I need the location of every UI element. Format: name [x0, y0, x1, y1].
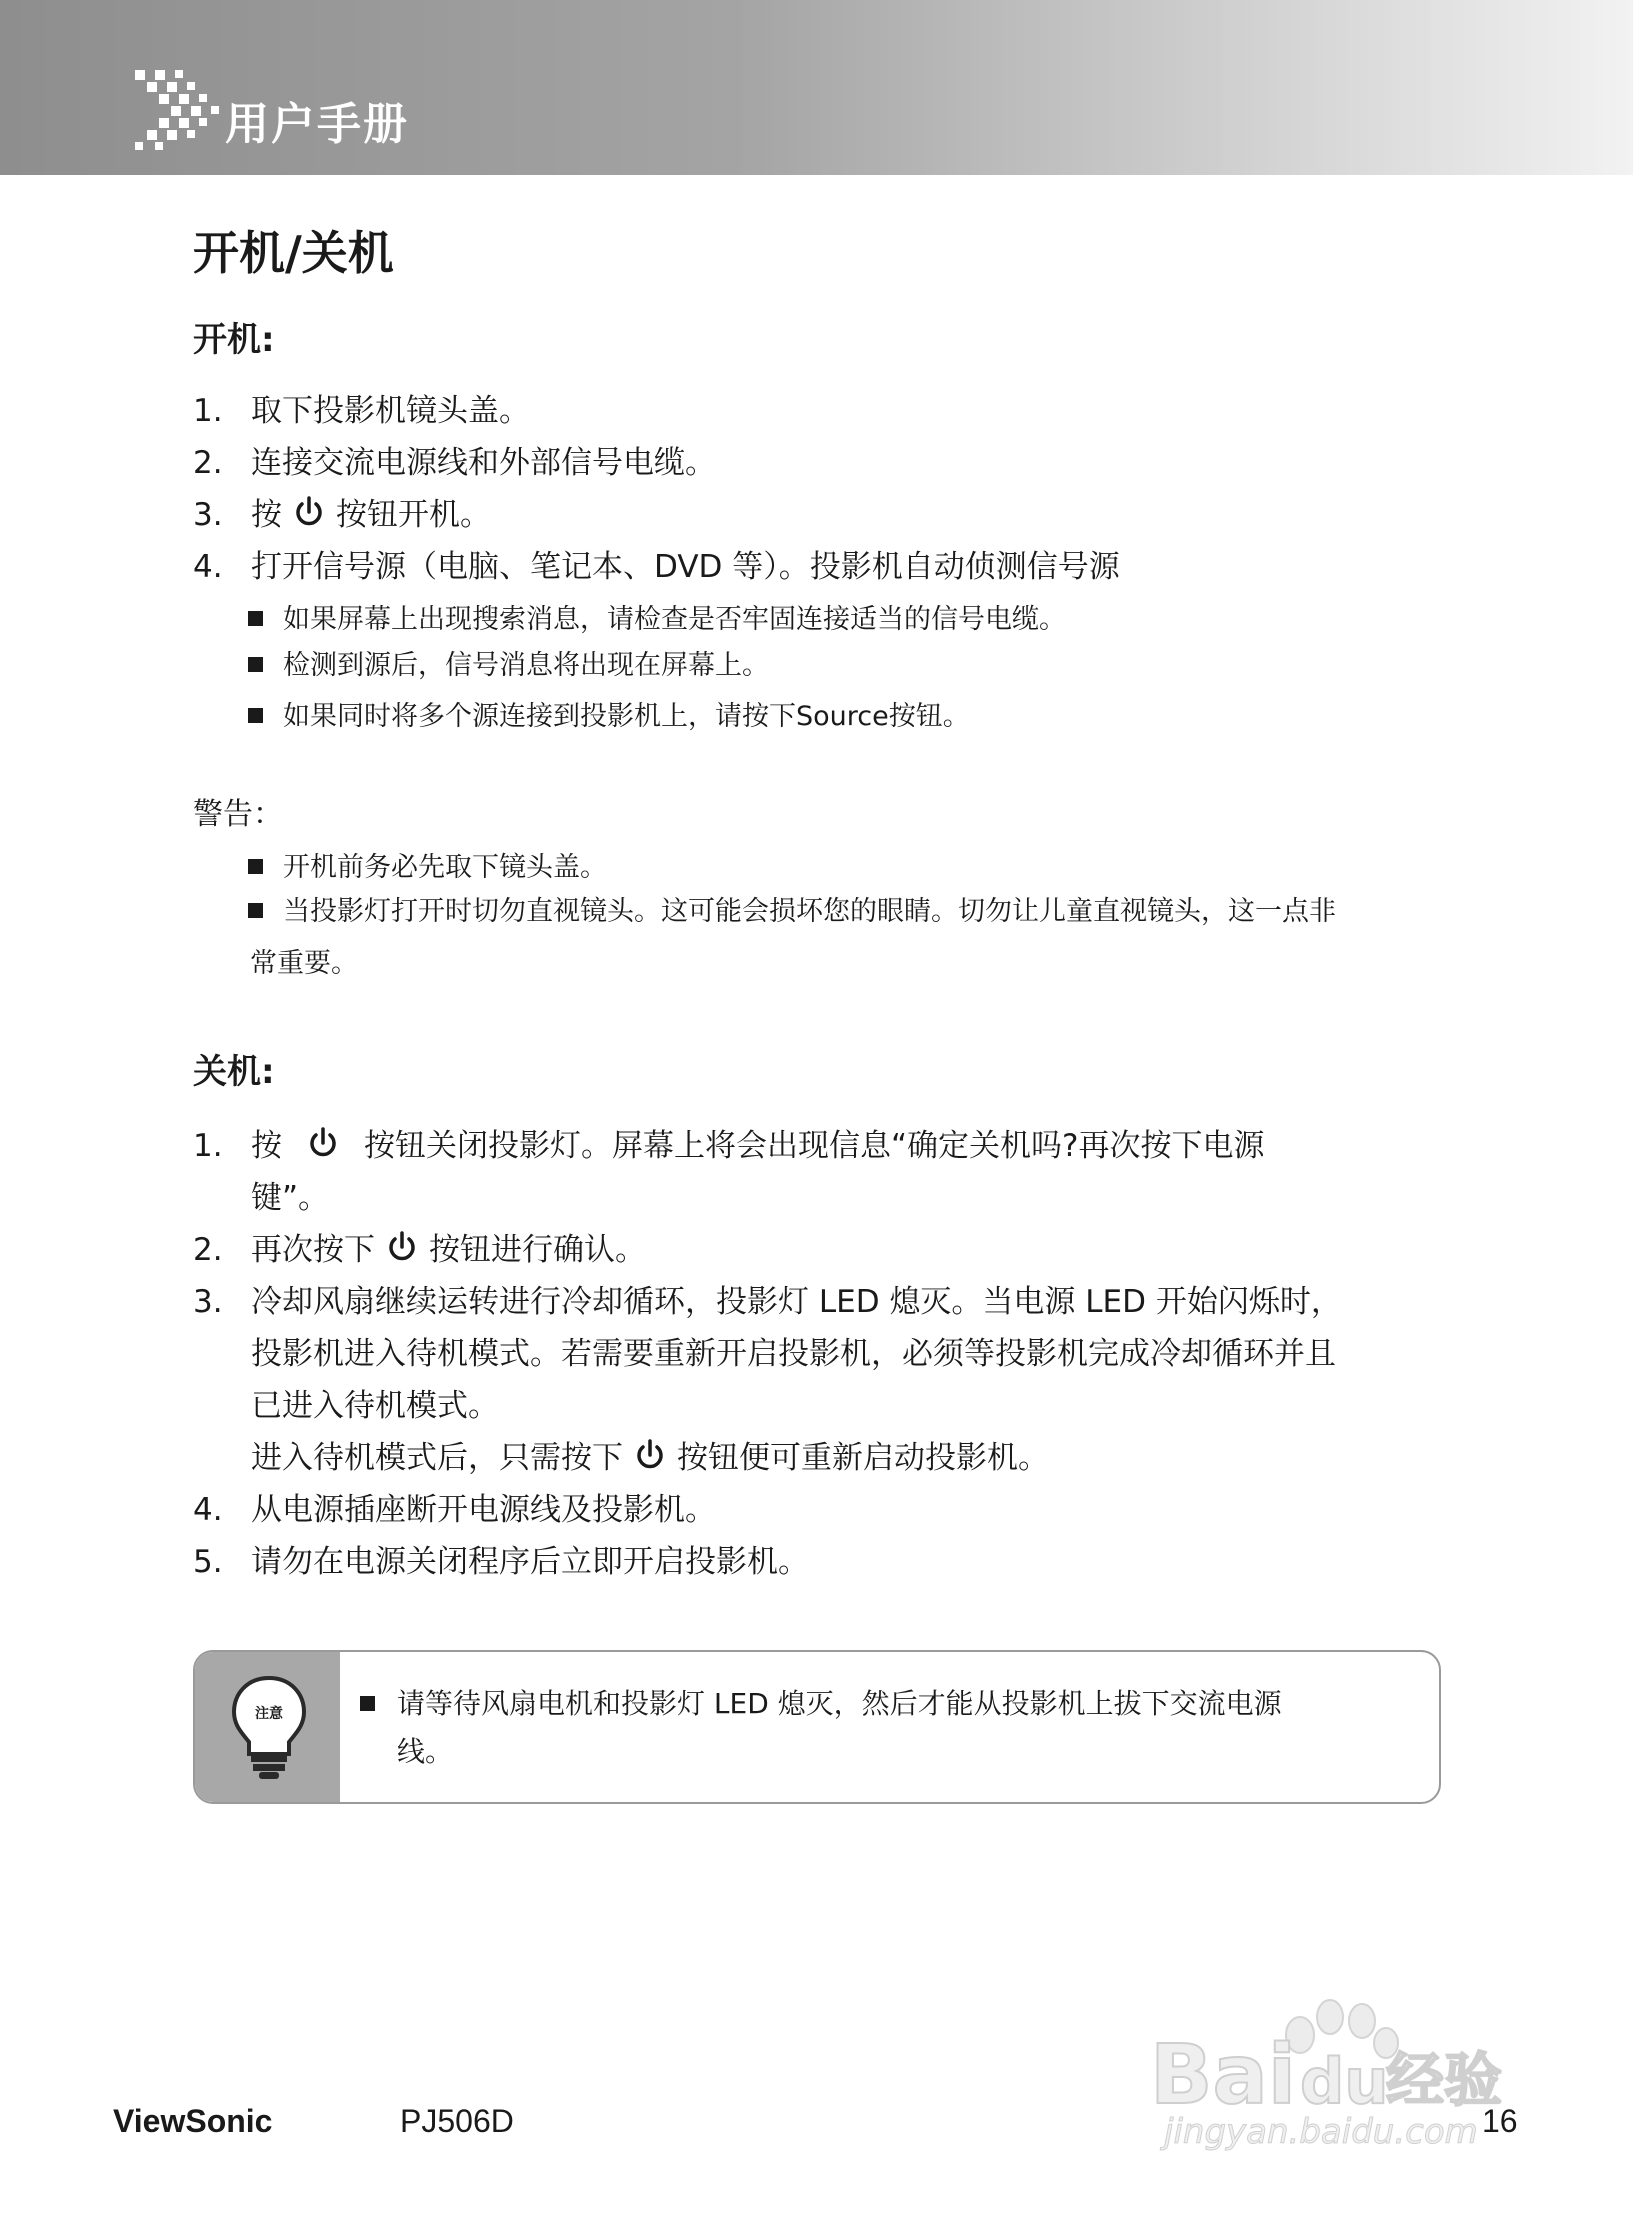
power-on-bullet [248, 594, 1448, 646]
bullet-text: 开机前务必先取下镜头盖。 [283, 852, 607, 883]
power-button-icon [387, 1230, 417, 1264]
power-off-step-3 [193, 1276, 1443, 1328]
power-on-bullet [248, 640, 1448, 692]
step-number: 3. [193, 497, 223, 533]
step-number: 2. [193, 445, 223, 481]
power-off-step-1-continuation [193, 1172, 1443, 1224]
bullet-square-icon [248, 903, 263, 918]
power-button-icon [308, 1126, 338, 1160]
step-number: 5. [193, 1544, 223, 1580]
power-on-step-3 [193, 489, 1443, 541]
bullet-square-icon [248, 611, 263, 626]
step-number: 2. [193, 1232, 223, 1268]
watermark-url: jingyan.baidu.com [1164, 2112, 1478, 2152]
step-text-after: 按钮关闭投影灯。屏幕上将会出现信息“确定关机吗?再次按下电源 [364, 1128, 1265, 1164]
bullet-text: 如果屏幕上出现搜索消息，请检查是否牢固连接适当的信号电缆。 [283, 604, 1066, 635]
step-number: 3. [193, 1284, 223, 1320]
step-text: 已进入待机模式。 [251, 1388, 499, 1424]
step-number: 4. [193, 1492, 223, 1528]
step-text: 冷却风扇继续运转进行冷却循环，投影灯 LED 熄灭。当电源 LED 开始闪烁时， [251, 1284, 1342, 1320]
bullet-text: 当投影灯打开时切勿直视镜头。这可能会损坏您的眼睛。切勿让儿童直视镜头，这一点非 [283, 896, 1336, 927]
page-header [0, 0, 1633, 175]
power-off-heading: 关机: [193, 1052, 275, 1092]
bullet-square-icon [248, 708, 263, 723]
warning-label: 警告： [193, 797, 283, 832]
step-text-before: 按 [251, 497, 282, 533]
power-on-step-2 [193, 437, 1443, 489]
footer-brand: ViewSonic [113, 2103, 273, 2139]
power-on-bullet [248, 691, 1448, 743]
note-icon-label: 注意 [255, 1706, 283, 1722]
step-text: 投影机进入待机模式。若需要重新开启投影机，必须等投影机完成冷却循环并且 [251, 1336, 1336, 1372]
step-text: 连接交流电源线和外部信号电缆。 [251, 445, 716, 481]
power-off-step-5 [193, 1536, 1443, 1588]
step-number: 4. [193, 549, 223, 585]
power-off-step-2 [193, 1224, 1443, 1276]
step-number: 1. [193, 1128, 223, 1164]
bullet-square-icon [360, 1696, 375, 1711]
step-number: 1. [193, 393, 223, 429]
lightbulb-note-icon [229, 1674, 309, 1782]
step-text: 取下投影机镜头盖。 [251, 393, 530, 429]
watermark-bai: Bai [1150, 2028, 1296, 2123]
step-text-before: 按 [251, 1128, 282, 1164]
power-on-step-1 [193, 385, 1443, 437]
step-text-after: 按钮开机。 [336, 497, 491, 533]
bullet-text: 如果同时将多个源连接到投影机上，请按下Source按钮。 [283, 701, 970, 732]
step-text: 键”。 [251, 1180, 330, 1216]
page-number: 16 [1482, 2103, 1518, 2139]
bullet-square-icon [248, 657, 263, 672]
note-box [193, 1650, 1441, 1804]
power-button-icon [294, 495, 324, 529]
bullet-square-icon [248, 859, 263, 874]
step-text-after: 按钮便可重新启动投影机。 [677, 1440, 1049, 1476]
chevron-arrows-icon [135, 70, 225, 150]
watermark-cn: 经验 [1386, 2046, 1503, 2114]
footer-model: PJ506D [400, 2103, 514, 2139]
power-off-step-4 [193, 1484, 1443, 1536]
power-on-step-4 [193, 541, 1443, 593]
note-line-text: 请等待风扇电机和投影灯 LED 熄灭，然后才能从投影机上拔下交流电源 [397, 1687, 1282, 1720]
warning-bullet-continuation: 常重要。 [250, 948, 358, 979]
watermark-paw: du [1300, 2045, 1389, 2118]
step-text: 请勿在电源关闭程序后立即开启投影机。 [251, 1544, 809, 1580]
step-text: 打开信号源（电脑、笔记本、DVD 等）。投影机自动侦测信号源 [251, 549, 1120, 585]
power-off-step-3-line-2 [193, 1328, 1443, 1380]
power-on-heading: 开机: [193, 320, 275, 360]
power-off-step-3-line-4 [193, 1432, 1443, 1484]
note-line-continuation: 线。 [397, 1735, 454, 1768]
power-off-step-3-line-3 [193, 1380, 1443, 1432]
bullet-text: 检测到源后，信号消息将出现在屏幕上。 [283, 650, 769, 681]
note-text [360, 1680, 1410, 1776]
note-side-panel [195, 1652, 340, 1802]
header-title: 用户手册 [225, 99, 409, 150]
warning-bullet [248, 886, 1448, 938]
step-text-after: 按钮进行确认。 [429, 1232, 646, 1268]
power-off-step-1 [193, 1120, 1443, 1172]
step-text-before: 进入待机模式后，只需按下 [251, 1440, 623, 1476]
step-text-before: 再次按下 [251, 1232, 375, 1268]
section-title: 开机/关机 [193, 226, 394, 280]
step-text: 从电源插座断开电源线及投影机。 [251, 1492, 716, 1528]
note-line [360, 1680, 1410, 1728]
power-button-icon [635, 1438, 665, 1472]
